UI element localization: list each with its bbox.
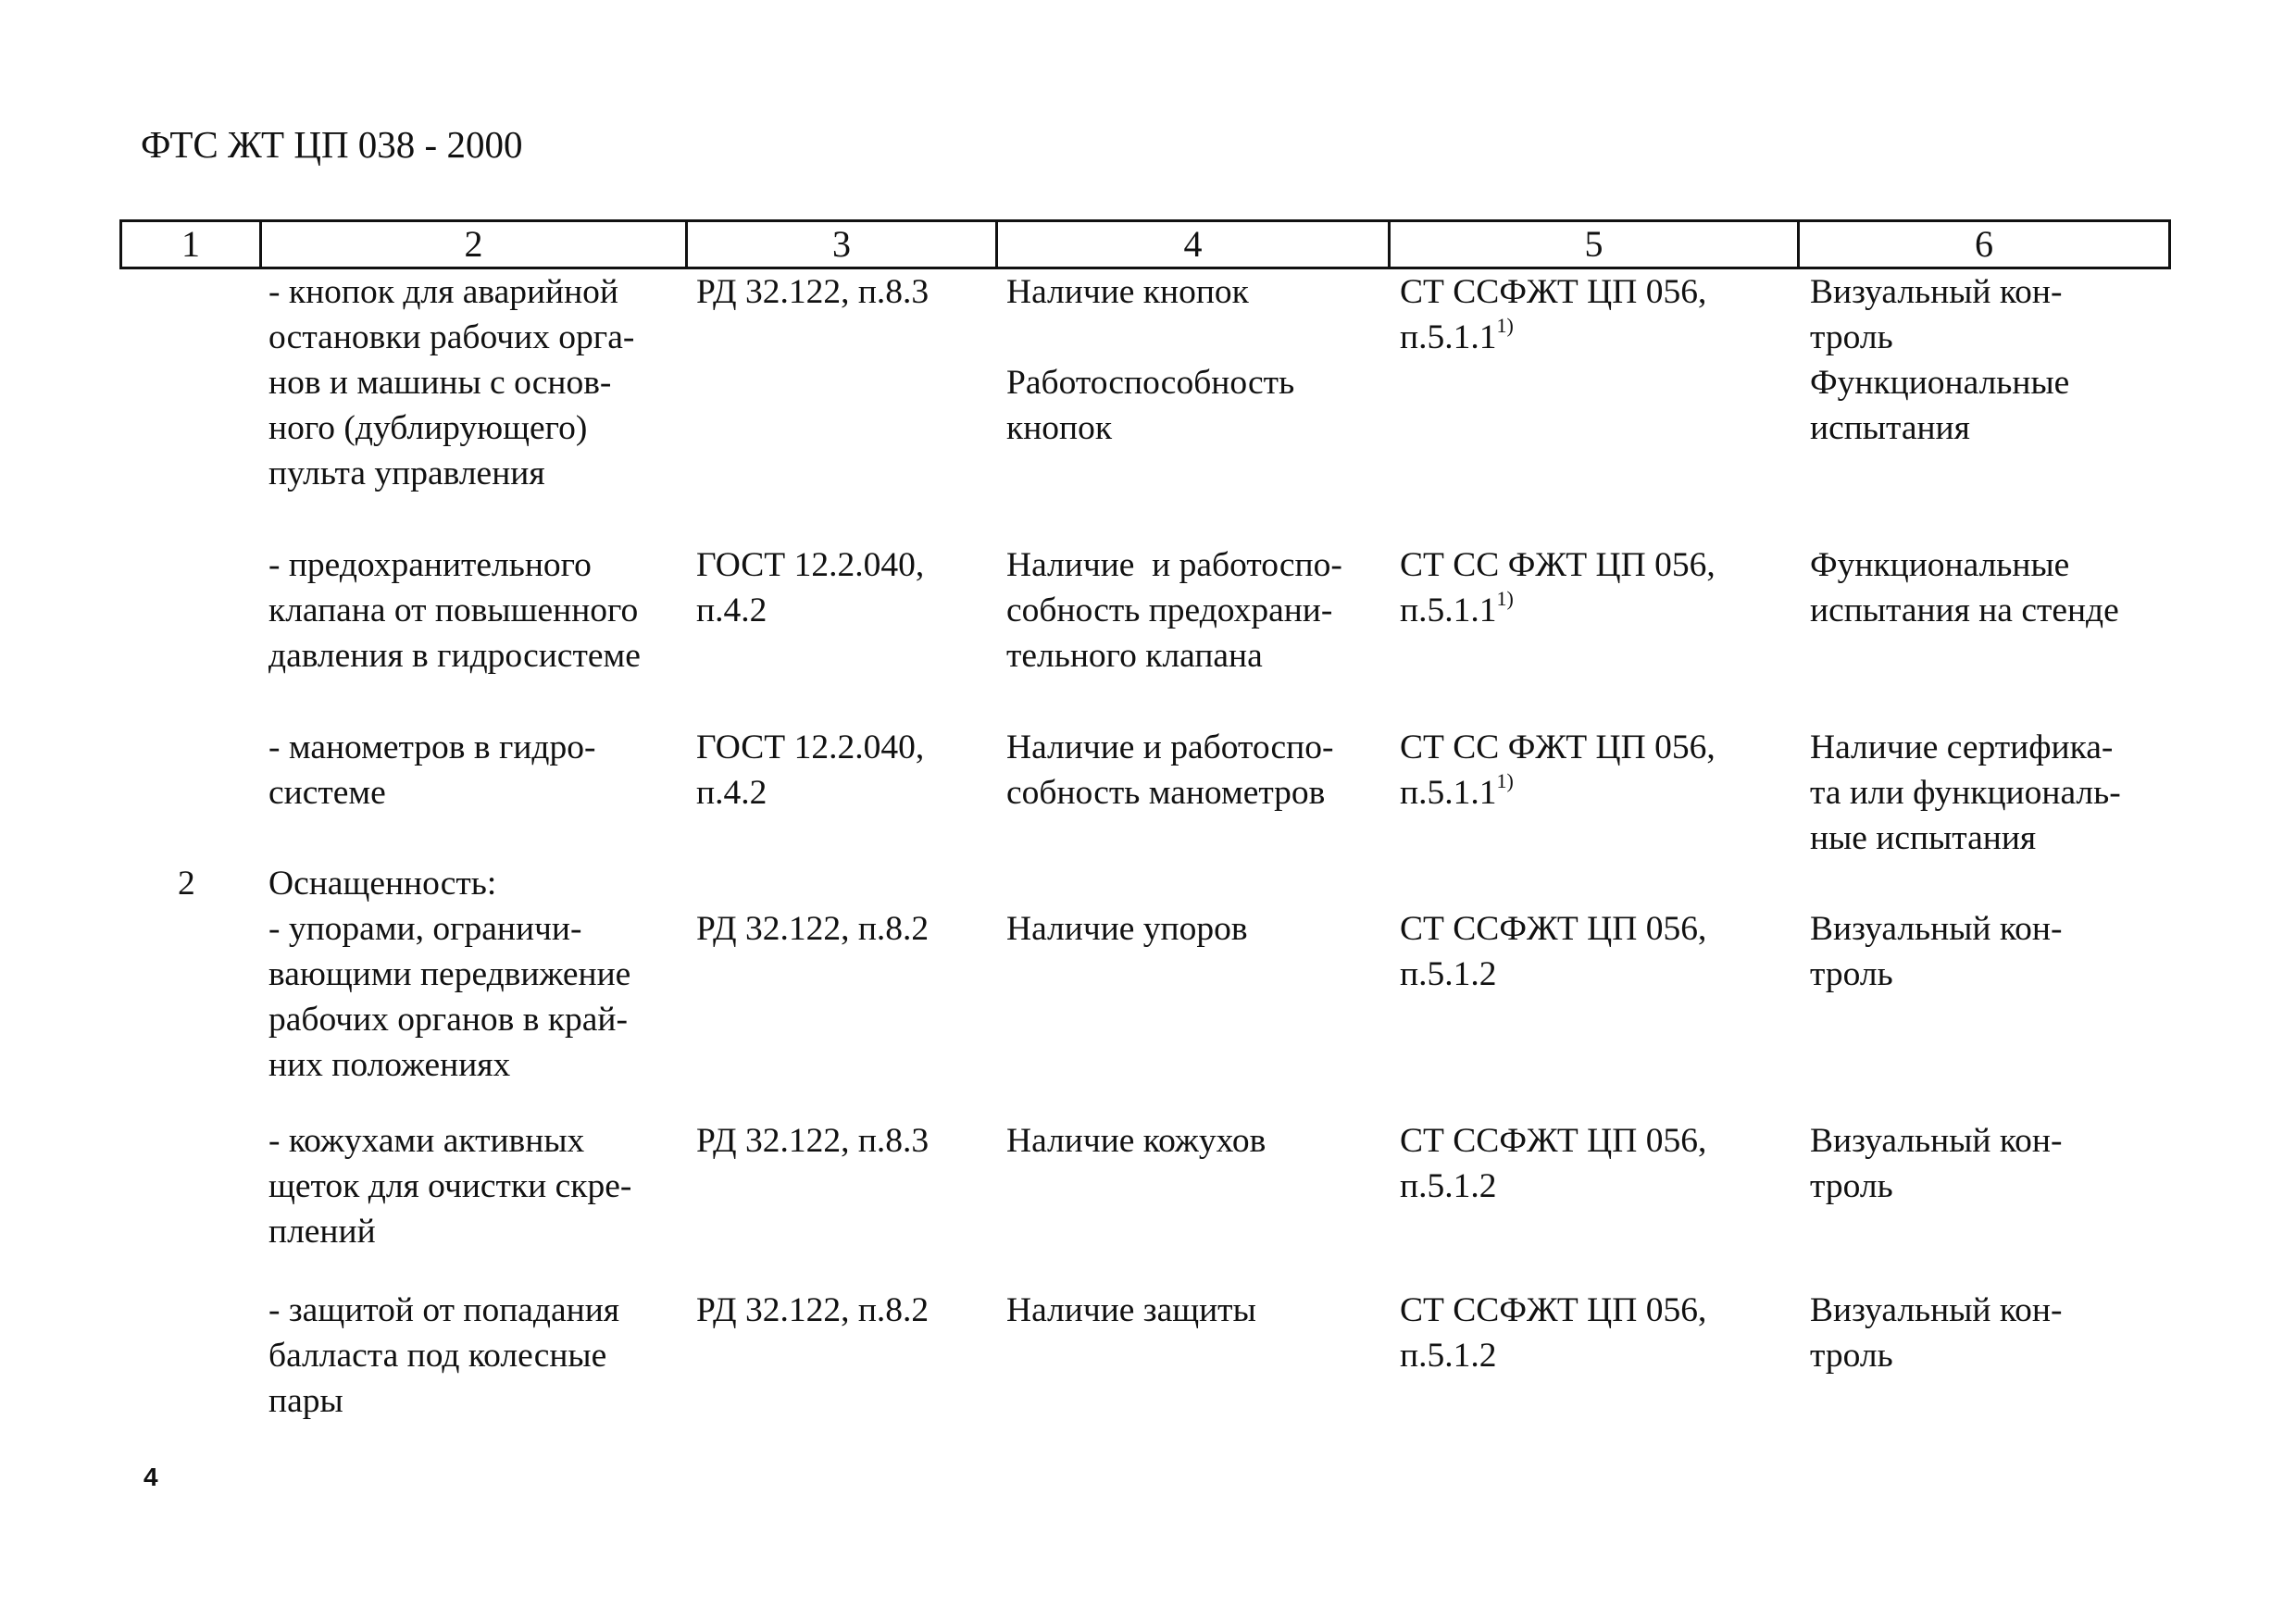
col-header-1: 1 bbox=[181, 223, 200, 265]
col-header-4: 4 bbox=[995, 222, 1388, 267]
footnote-mark: 1) bbox=[1496, 587, 1514, 610]
row-6-certification bbox=[1400, 1288, 1706, 1378]
row-5-indicator: Наличие кожухов bbox=[1006, 1122, 1267, 1160]
row-3-certification bbox=[1400, 725, 1716, 816]
col-header-2: 2 bbox=[259, 222, 685, 267]
cert-line-2: п.5.1.2 bbox=[1400, 1337, 1497, 1375]
cert-line-2: п.5.1.1 bbox=[1400, 318, 1497, 356]
row-2-indicator: Наличие и работоспо- собность предохрани- тельного клапана bbox=[1006, 546, 1342, 675]
cert-line-1: СТ ССФЖТ ЦП 056, bbox=[1400, 910, 1707, 948]
col-header-3: 3 bbox=[685, 222, 995, 267]
row-2-certification bbox=[1400, 542, 1716, 633]
row-6-normative-doc: РД 32.122, п.8.2 bbox=[696, 1291, 930, 1329]
cert-line-1: СТ СС ФЖТ ЦП 056, bbox=[1400, 729, 1716, 766]
row-4-method: Визуальный кон- троль bbox=[1810, 910, 2063, 993]
cert-line-1: СТ ССФЖТ ЦП 056, bbox=[1400, 1122, 1707, 1160]
table-header-row bbox=[119, 219, 2171, 269]
row-2-requirement: - предохранительного клапана от повышенного давления в гидросистеме bbox=[268, 546, 641, 675]
row-2-method: Функциональные испытания на стенде bbox=[1810, 546, 2119, 629]
row-3-normative-doc: ГОСТ 12.2.040, п.4.2 bbox=[696, 729, 925, 812]
row-3-requirement: - манометров в гидро- системе bbox=[268, 729, 596, 812]
row-6-indicator: Наличие защиты bbox=[1006, 1291, 1256, 1329]
cert-line-2: п.5.1.1 bbox=[1400, 592, 1497, 629]
row-1-certification bbox=[1400, 269, 1706, 360]
row-1-normative-doc: РД 32.122, п.8.3 bbox=[696, 273, 930, 311]
row-2-normative-doc: ГОСТ 12.2.040, п.4.2 bbox=[696, 546, 925, 629]
row-5-certification bbox=[1400, 1118, 1706, 1209]
col-header-6: 6 bbox=[1797, 222, 2168, 267]
row-3-indicator: Наличие и работоспо- собность манометров bbox=[1006, 729, 1334, 812]
row-5-normative-doc: РД 32.122, п.8.3 bbox=[696, 1122, 930, 1160]
cert-line-2: п.5.1.2 bbox=[1400, 955, 1497, 993]
page-number: 4 bbox=[144, 1463, 158, 1491]
row-4-requirement: Оснащенность: - упорами, ограничи- вающими передвижение рабочих органов в край- них положениях bbox=[268, 865, 631, 1084]
row-5-method: Визуальный кон- троль bbox=[1810, 1122, 2063, 1205]
footnote-mark: 1) bbox=[1496, 314, 1514, 337]
row-1-method: Визуальный кон- троль Функциональные испытания bbox=[1810, 273, 2070, 447]
document-code: ФТС ЖТ ЦП 038 - 2000 bbox=[141, 123, 523, 166]
cert-line-1: СТ СС ФЖТ ЦП 056, bbox=[1400, 546, 1716, 584]
cert-line-1: СТ ССФЖТ ЦП 056, bbox=[1400, 273, 1707, 311]
row-4-certification bbox=[1400, 906, 1706, 997]
row-6-requirement: - защитой от попадания балласта под колесные пары bbox=[268, 1291, 620, 1420]
row-4-normative-doc: РД 32.122, п.8.2 bbox=[696, 910, 930, 948]
row-4-number: 2 bbox=[178, 865, 195, 903]
cert-line-1: СТ ССФЖТ ЦП 056, bbox=[1400, 1291, 1707, 1329]
row-4-indicator: Наличие упоров bbox=[1006, 910, 1248, 948]
row-5-requirement: - кожухами активных щеток для очистки скре- плений bbox=[268, 1122, 632, 1251]
col-header-5: 5 bbox=[1388, 222, 1797, 267]
footnote-mark: 1) bbox=[1496, 769, 1514, 792]
row-1-requirement: - кнопок для аварийной остановки рабочих орга- нов и машины с основ- ного (дублирующего) пульта управления bbox=[268, 273, 635, 492]
cert-line-2: п.5.1.1 bbox=[1400, 774, 1497, 812]
cert-line-2: п.5.1.2 bbox=[1400, 1167, 1497, 1205]
row-3-method: Наличие сертифика- та или функциональ- ные испытания bbox=[1810, 729, 2121, 857]
row-1-indicator: Наличие кнопок Работоспособность кнопок bbox=[1006, 273, 1295, 447]
row-6-method: Визуальный кон- троль bbox=[1810, 1291, 2063, 1375]
